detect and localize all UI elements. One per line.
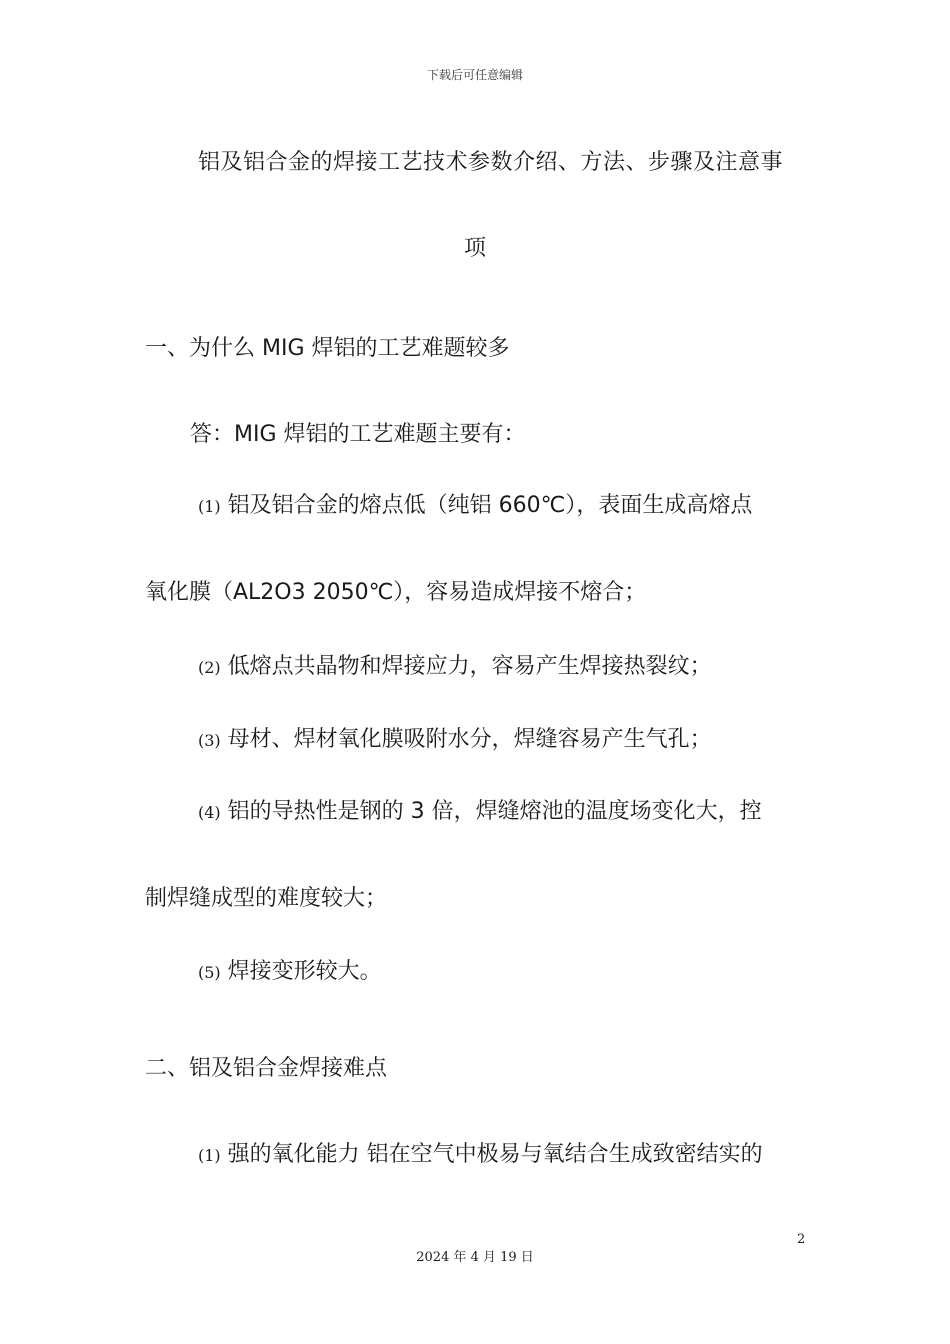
list-item — [198, 652, 712, 683]
section-1-answer-intro: 答：MIG 焊铝的工艺难题主要有： — [190, 422, 526, 447]
list-item — [198, 957, 382, 988]
section-1-heading: 一、为什么 MIG 焊铝的工艺难题较多 — [145, 336, 510, 361]
list-item — [198, 725, 712, 756]
page-footer-date: 2024 年 4 月 19 日 — [416, 1250, 534, 1265]
list-item — [198, 797, 762, 828]
list-item — [198, 1140, 763, 1171]
item-text: 强的氧化能力 铝在空气中极易与氧结合生成致密结实的 — [227, 1142, 763, 1167]
item-text: 铝的导热性是钢的 3 倍，焊缝熔池的温度场变化大，控 — [227, 799, 762, 824]
item-number: (5) — [198, 963, 221, 982]
list-item-continuation: 氧化膜（AL2O3 2050℃），容易造成焊接不熔合； — [145, 580, 647, 605]
item-text: 铝及铝合金的熔点低（纯铝 660℃），表面生成高熔点 — [227, 493, 753, 518]
item-number: (2) — [198, 658, 221, 677]
item-number: (4) — [198, 803, 221, 822]
item-number: (1) — [198, 1146, 221, 1165]
item-number: (3) — [198, 731, 221, 750]
item-text: 母材、焊材氧化膜吸附水分，焊缝容易产生气孔； — [227, 727, 712, 752]
page-header: 下载后可任意编辑 — [426, 68, 523, 82]
list-item — [198, 491, 752, 522]
page-number: 2 — [797, 1232, 806, 1247]
item-text: 低熔点共晶物和焊接应力，容易产生焊接热裂纹； — [227, 654, 712, 679]
section-2-heading: 二、铝及铝合金焊接难点 — [145, 1056, 388, 1081]
document-title-line2: 项 — [463, 236, 486, 261]
document-title-line1: 铝及铝合金的焊接工艺技术参数介绍、方法、步骤及注意事 — [198, 150, 784, 175]
item-text: 焊接变形较大。 — [227, 959, 382, 984]
item-number: (1) — [198, 497, 221, 516]
list-item-continuation: 制焊缝成型的难度较大； — [145, 886, 388, 911]
